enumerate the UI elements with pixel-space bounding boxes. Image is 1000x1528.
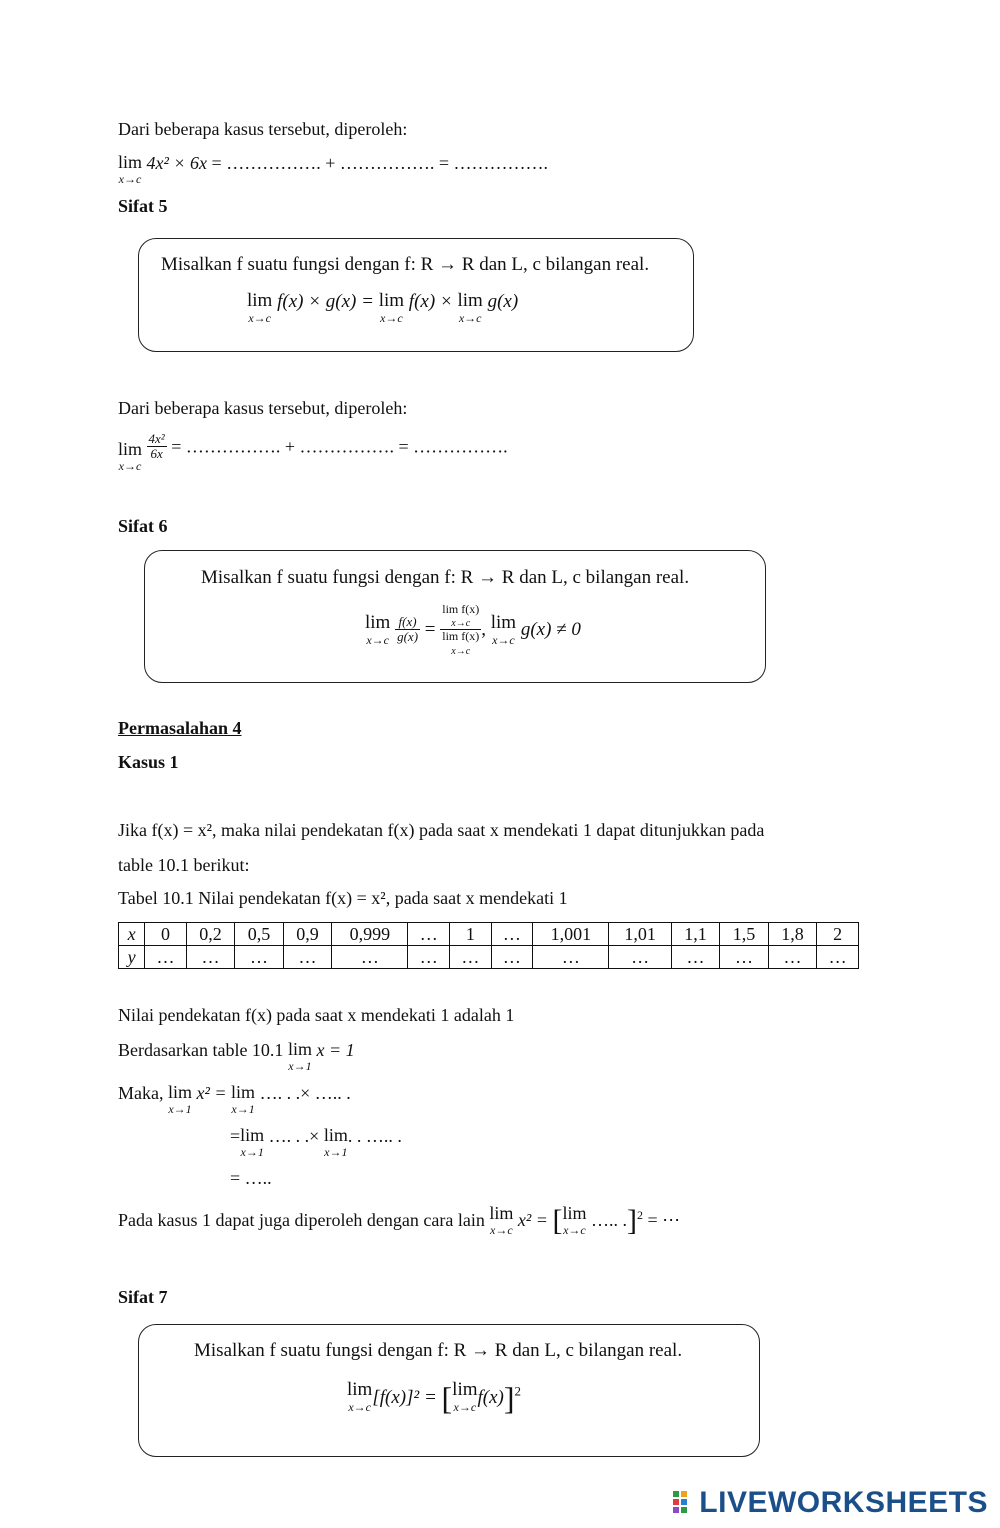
lim-sub: x→1	[288, 1059, 312, 1073]
inner-expr: f(x)	[477, 1387, 504, 1408]
table-cell-x: 2	[817, 923, 859, 946]
table-caption: Tabel 10.1 Nilai pendekatan f(x) = x², pada saat x mendekati 1	[118, 888, 568, 908]
liveworksheets-logo	[673, 1486, 988, 1520]
table-cell-x: 0,2	[186, 923, 235, 946]
sifat6-line1: Misalkan f suatu fungsi dengan f: R → R dan L, c bilangan real.	[201, 567, 690, 588]
table-cell-x: 0,9	[283, 923, 332, 946]
lim-label: lim	[323, 1125, 348, 1145]
sifat6-box	[144, 550, 766, 683]
table-cell-y: …	[235, 946, 284, 969]
left-expr: f(x) × g(x) =	[277, 291, 374, 312]
based-on-text: Berdasarkan table 10.1	[118, 1040, 284, 1060]
table-cell-y: …	[768, 946, 817, 969]
lim-label: lim	[118, 439, 143, 459]
table-header-x: x	[119, 923, 145, 946]
equals-sign: =	[424, 618, 436, 640]
lim-sub: x→1	[231, 1102, 255, 1116]
lim-label: lim	[562, 1203, 587, 1223]
table-cell-x: 1,01	[609, 923, 671, 946]
intro-text-2: Dari beberapa kasus tersebut, diperoleh:	[118, 398, 408, 418]
right-expr: g(x)	[487, 291, 519, 312]
lim-label: lim	[365, 612, 391, 634]
lim-sub: x→c	[366, 633, 389, 648]
lim-sub: x→c	[490, 1223, 513, 1237]
lim-label: lim	[378, 290, 405, 311]
left-bracket: [	[552, 1204, 563, 1237]
alt-method-line	[118, 1204, 680, 1238]
lim-label: lim	[457, 290, 483, 311]
lim-sub: x→c	[451, 645, 471, 657]
sifat7-line1: Misalkan f suatu fungsi dengan f: R → R dan L, c bilangan real.	[194, 1340, 683, 1361]
lim-sub: x→c	[492, 633, 515, 648]
table-row-x	[119, 923, 859, 946]
sifat5-heading: Sifat 5	[118, 196, 168, 216]
sifat6-heading: Sifat 6	[118, 516, 168, 536]
result-text: Nilai pendekatan f(x) pada saat x mendekati 1 adalah 1	[118, 1005, 515, 1025]
blanks: ….. .	[590, 1210, 627, 1230]
equation-product	[118, 153, 548, 185]
lim-sub: x→c	[563, 1223, 586, 1237]
table-cell-y: …	[491, 946, 533, 969]
lim-sub: x→c	[118, 172, 142, 186]
lim-sub: x→c	[248, 311, 271, 325]
lim-sub: x→1	[168, 1102, 192, 1116]
logo-mark-icon	[673, 1489, 695, 1515]
alt-method-text: Pada kasus 1 dapat juga diperoleh dengan cara lain	[118, 1210, 485, 1230]
denominator: 6x	[150, 446, 163, 462]
problem-text-2: table 10.1 berikut:	[118, 855, 250, 875]
lim-label: lim	[287, 1039, 312, 1059]
table-cell-y: …	[671, 946, 720, 969]
big-denominator: lim f(x)	[442, 629, 480, 644]
table-cell-x: 0,999	[332, 923, 408, 946]
step-1	[118, 1083, 351, 1115]
logo-text: LIVEWORKSHEETS	[699, 1486, 988, 1519]
equals-sign: =	[230, 1126, 241, 1146]
table-cell-x: 1,1	[671, 923, 720, 946]
table-cell-x: …	[408, 923, 450, 946]
tail: = ⋯	[647, 1210, 681, 1230]
table-cell-x: 1,001	[533, 923, 609, 946]
lim-label: lim	[490, 612, 517, 634]
expr: x² =	[196, 1083, 227, 1103]
table-cell-y: …	[609, 946, 671, 969]
lim-sub: x→c	[458, 311, 482, 325]
denominator: g(x)	[397, 629, 419, 645]
lim-label: lim	[247, 290, 273, 311]
table-cell-x: 1,5	[720, 923, 769, 946]
lim-sub: x→c	[451, 618, 471, 630]
mid-expr: f(x) ×	[408, 291, 453, 312]
sifat6-formula	[365, 603, 581, 657]
table-cell-x: 1,8	[768, 923, 817, 946]
right-bracket: ]	[503, 1380, 515, 1416]
intro-text-1: Dari beberapa kasus tersebut, diperoleh:	[118, 119, 408, 139]
table-row-y	[119, 946, 859, 969]
blanks: …. . .× ….. .	[259, 1083, 351, 1103]
blanks: = ……………. + ……………. = …………….	[166, 436, 508, 457]
step-3: = …..	[230, 1168, 272, 1188]
sifat7-formula	[347, 1380, 521, 1417]
expr: x² =	[517, 1210, 548, 1230]
lim-label: lim	[452, 1379, 478, 1400]
exponent: 2	[636, 1208, 643, 1222]
lim-label: lim	[167, 1082, 192, 1102]
lim-sub: x→c	[118, 459, 142, 473]
lim-sub: x→c	[348, 1400, 371, 1414]
based-on-line	[118, 1040, 355, 1072]
lim-label: lim	[240, 1125, 265, 1145]
lim-sub: x→c	[453, 1400, 477, 1414]
step-2	[230, 1126, 402, 1158]
value-table	[118, 922, 859, 969]
lim-sub: x→1	[324, 1145, 348, 1159]
table-cell-y: …	[283, 946, 332, 969]
left-expr: [f(x)]² =	[372, 1387, 437, 1408]
lim-label: lim	[231, 1082, 256, 1102]
blanks: = ……………. + ……………. = …………….	[207, 153, 549, 173]
table-cell-y: …	[408, 946, 450, 969]
table-cell-y: …	[720, 946, 769, 969]
comma: ,	[481, 618, 486, 640]
lim-label: lim	[489, 1203, 514, 1223]
right-bracket: ]	[626, 1204, 637, 1237]
lim-label: lim	[347, 1379, 373, 1400]
expr: x = 1	[316, 1040, 355, 1060]
problem-text-1: Jika f(x) = x², maka nilai pendekatan f(x) pada saat x mendekati 1 dapat ditunjukkan pada	[118, 820, 765, 840]
sifat7-heading: Sifat 7	[118, 1287, 168, 1307]
expr: 4x² × 6x	[146, 153, 208, 173]
section-title: Permasalahan 4	[118, 718, 242, 738]
numerator: f(x)	[395, 615, 420, 630]
sifat7-box	[138, 1324, 760, 1457]
sifat5-formula	[247, 291, 518, 324]
left-bracket: [	[441, 1380, 453, 1416]
numerator: 4x²	[148, 431, 165, 446]
table-cell-y: …	[533, 946, 609, 969]
sifat5-box	[138, 238, 694, 352]
table-cell-x: 1	[450, 923, 492, 946]
table-cell-y: …	[145, 946, 187, 969]
table-cell-y: …	[186, 946, 235, 969]
table-cell-y: …	[450, 946, 492, 969]
table-cell-x: 0	[145, 923, 187, 946]
table-cell-x: …	[491, 923, 533, 946]
exponent: 2	[514, 1383, 522, 1399]
case-title: Kasus 1	[118, 752, 179, 772]
maka-label: Maka,	[118, 1083, 164, 1103]
equation-quotient	[118, 432, 508, 472]
lim-label: lim	[118, 152, 143, 172]
table-cell-y: …	[332, 946, 408, 969]
blanks-b: . . ….. .	[347, 1126, 402, 1146]
blanks-a: …. . .×	[268, 1126, 320, 1146]
condition: g(x) ≠ 0	[520, 618, 581, 640]
table-cell-x: 0,5	[235, 923, 284, 946]
big-numerator: lim f(x)	[442, 602, 480, 616]
lim-sub: x→1	[240, 1145, 264, 1159]
table-cell-y: …	[817, 946, 859, 969]
lim-sub: x→c	[380, 311, 403, 325]
table-header-y: y	[119, 946, 145, 969]
sifat5-line1: Misalkan f suatu fungsi dengan f: R → R dan L, c bilangan real.	[161, 254, 650, 275]
